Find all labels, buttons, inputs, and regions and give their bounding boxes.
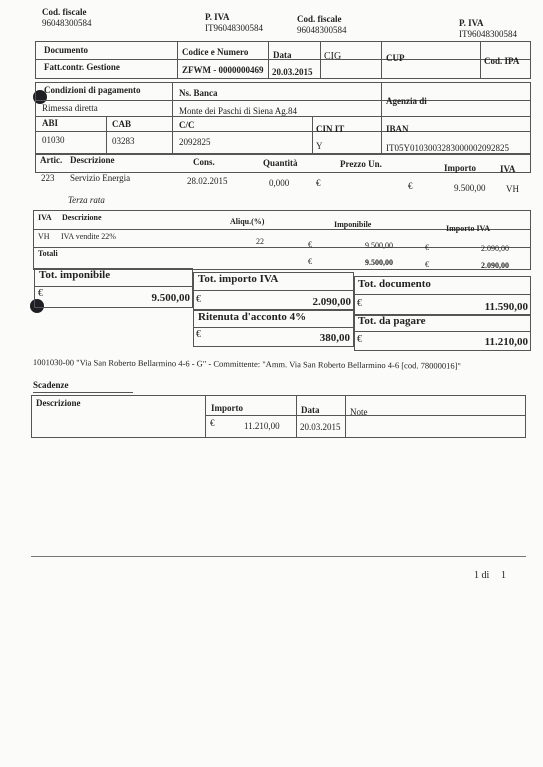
vat-row-imponibile-currency: €	[308, 240, 312, 249]
vat-row-iva: VH	[38, 232, 50, 241]
item-importo: 9.500,00	[454, 183, 486, 193]
vat-imponibile-header: Imponibile	[334, 220, 372, 229]
vat-row-descrizione: IVA vendite 22%	[61, 232, 116, 241]
item-note: Terza rata	[68, 195, 105, 205]
item-quantita: 0,000	[269, 178, 290, 188]
page-number: 1 di	[474, 570, 490, 581]
iban-value: IT05Y0103003283000002092825	[386, 143, 509, 153]
tot-documento-value: 11.590,00	[484, 301, 528, 313]
vat-totali-iva-currency: €	[425, 260, 429, 269]
tot-iva-currency: €	[196, 294, 201, 305]
scadenze-row-currency: €	[210, 418, 215, 428]
tot-da-pagare-currency: €	[357, 334, 362, 345]
abi-label: ABI	[42, 118, 59, 128]
item-artic: 223	[41, 173, 55, 183]
abi-value: 01030	[42, 135, 65, 145]
cod-fiscale-label-1: Cod. fiscale	[42, 7, 87, 17]
banca-value: Monte dei Paschi di Siena Ag.84	[179, 106, 297, 116]
vat-row-importo-iva: 2.090,00	[481, 244, 509, 253]
codice-numero-value: ZFWM - 0000000469	[182, 65, 264, 75]
tot-imponibile-value: 9.500,00	[151, 292, 190, 304]
documento-value: Fatt.contr. Gestione	[44, 62, 120, 72]
cod-fiscale-label-2: Cod. fiscale	[297, 14, 342, 24]
tot-da-pagare-value: 11.210,00	[484, 336, 528, 348]
prezzo-header: Prezzo Un.	[340, 159, 382, 169]
data-value: 20.03.2015	[272, 67, 313, 77]
scadenze-row-importo: 11.210,00	[244, 421, 280, 431]
scadenze-data-label: Data	[301, 405, 320, 415]
cab-label: CAB	[112, 119, 132, 129]
quantita-header: Quantità	[263, 158, 298, 168]
vat-totali-imponibile: 9.500,00	[365, 258, 393, 267]
vat-iva-header: IVA	[38, 213, 52, 222]
ritenuta-value: 380,00	[319, 332, 350, 344]
tot-imponibile-label: Tot. imponibile	[39, 269, 111, 281]
cons-header: Cons.	[193, 157, 215, 167]
item-descrizione: Servizio Energia	[70, 173, 131, 183]
vat-totali-importo-iva: 2.090,00	[481, 261, 509, 270]
tot-da-pagare-label: Tot. da pagare	[358, 315, 426, 327]
vat-totali-imponibile-currency: €	[308, 257, 312, 266]
iban-label: IBAN	[386, 124, 409, 134]
condizioni-pagamento-value: Rimessa diretta	[42, 103, 98, 113]
codice-numero-label: Codice e Numero	[182, 47, 249, 57]
descrizione-header: Descrizione	[70, 155, 115, 165]
ritenuta-currency: €	[196, 329, 201, 340]
data-label: Data	[273, 50, 292, 60]
scadenze-title: Scadenze	[33, 380, 69, 390]
tot-iva-label: Tot. importo IVA	[198, 273, 279, 285]
item-iva: VH	[506, 184, 519, 194]
cin-label: CIN IT	[316, 124, 345, 134]
tot-documento-label: Tot. documento	[358, 278, 431, 290]
scadenze-table	[31, 395, 526, 438]
piva-label-1: P. IVA	[205, 12, 230, 22]
tot-imponibile-currency: €	[38, 288, 43, 299]
ritenuta-label: Ritenuta d'acconto 4%	[198, 311, 307, 323]
scadenze-note-label: Note	[350, 407, 368, 417]
cod-fiscale-value-1: 96048300584	[42, 18, 92, 28]
item-prezzo-currency: €	[316, 178, 321, 188]
vat-descrizione-header: Descrizione	[62, 213, 102, 222]
tot-iva-value: 2.090,00	[312, 296, 351, 308]
iva-header: IVA	[500, 164, 516, 174]
cup-label: CUP	[386, 53, 405, 63]
vat-row-imponibile: 9.500,00	[365, 241, 393, 250]
cc-value: 2092825	[179, 137, 211, 147]
vat-totali-label: Totali	[38, 249, 58, 258]
item-importo-currency: €	[408, 181, 413, 191]
piva-value-1: IT96048300584	[205, 23, 263, 33]
address-line: 1001030-00 "Via San Roberto Bellarmino 4-6 - G" - Committente: "Amm. Via San Roberto Bellarmino 4-6 [cod. 78000016]"	[32, 357, 461, 371]
cod-ipa-label: Cod. IPA	[484, 56, 520, 66]
scadenze-row-data: 20.03.2015	[300, 422, 341, 432]
vat-row-iva-currency: €	[425, 243, 429, 252]
tot-documento-currency: €	[357, 298, 362, 309]
artic-header: Artic.	[40, 155, 63, 165]
cod-fiscale-value-2: 96048300584	[297, 25, 347, 35]
piva-label-2: P. IVA	[459, 18, 484, 28]
item-cons: 28.02.2015	[187, 176, 228, 186]
documento-label: Documento	[44, 45, 88, 55]
vat-row-aliquota: 22	[256, 237, 264, 246]
condizioni-pagamento-label: Condizioni di pagamento	[44, 85, 141, 95]
banca-label: Ns. Banca	[179, 88, 218, 98]
footer-rule	[31, 556, 526, 557]
piva-value-2: IT96048300584	[459, 29, 517, 39]
importo-header: Importo	[444, 163, 476, 173]
scadenze-descrizione-label: Descrizione	[36, 398, 81, 408]
agenzia-label: Agenzia di	[386, 96, 427, 106]
cc-label: C/C	[179, 120, 195, 130]
vat-aliquota-header: Aliqu.(%)	[230, 217, 265, 226]
cin-value: Y	[316, 141, 323, 151]
vat-importo-iva-header: Importo IVA	[446, 224, 491, 233]
cig-label: CIG	[324, 51, 342, 62]
cab-value: 03283	[112, 136, 135, 146]
page-total: 1	[501, 570, 506, 581]
scadenze-importo-label: Importo	[211, 403, 243, 413]
